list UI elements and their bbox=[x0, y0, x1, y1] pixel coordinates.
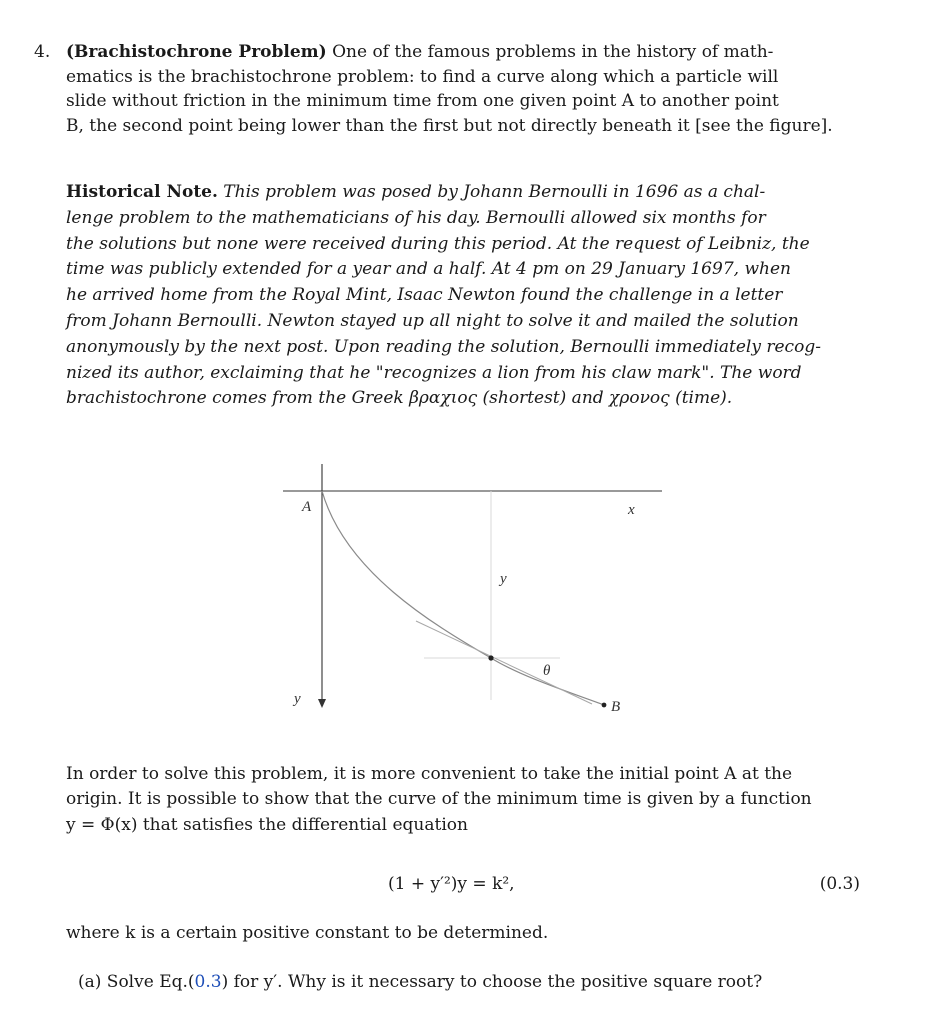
historical-note-label: Historical Note. bbox=[66, 182, 218, 202]
label-theta: θ bbox=[543, 663, 551, 679]
historical-note-line: time was publicly extended for a year and a half. At 4 pm on 29 January 1697, when bbox=[66, 259, 791, 280]
equation-0-3 bbox=[66, 874, 860, 900]
historical-note-line: the solutions but none were received during this period. At the request of Leibniz, the bbox=[66, 233, 810, 254]
historical-note-line: from Johann Bernoulli. Newton stayed up all night to solve it and mailed the solution bbox=[66, 310, 799, 331]
label-y-axis: y bbox=[294, 691, 301, 707]
solution-intro-line: In order to solve this problem, it is more convenient to take the initial point A at the bbox=[66, 764, 793, 784]
problem-number: 4. bbox=[34, 42, 51, 62]
problem-line-3: slide without friction in the minimum time from one given point A to another point bbox=[66, 91, 779, 112]
problem-line-1: One of the famous problems in the history of math- bbox=[326, 42, 774, 62]
where-clause: where k is a certain positive constant to be determined. bbox=[66, 923, 549, 943]
part-a bbox=[78, 970, 860, 995]
part-a-prefix: (a) Solve Eq.( bbox=[78, 972, 195, 992]
solution-intro bbox=[66, 762, 860, 838]
tangent-line bbox=[416, 621, 592, 704]
solution-intro-line: y = Φ(x) that satisfies the differential equation bbox=[66, 814, 468, 835]
historical-note-line: nized its author, exclaiming that he "recognizes a lion from his claw mark". The word bbox=[66, 362, 802, 383]
problem-title: (Brachistochrone Problem) bbox=[66, 42, 327, 62]
equation-reference-link[interactable]: 0.3 bbox=[194, 972, 222, 992]
tangent-point bbox=[488, 655, 493, 660]
point-B-marker bbox=[602, 703, 607, 708]
label-B: B bbox=[611, 699, 621, 715]
historical-note-line: brachistochrone comes from the Greek βραχιος (shortest) and χρονος (time). bbox=[66, 388, 733, 409]
historical-note-line-1: This problem was posed by Johann Bernoulli in 1696 as a chal- bbox=[217, 182, 766, 202]
label-A: A bbox=[302, 499, 312, 515]
equation-body: (1 + y′²)y = k², bbox=[388, 874, 515, 894]
historical-note-line: anonymously by the next post. Upon reading the solution, Bernoulli immediately recog- bbox=[66, 336, 821, 357]
equation-tag: (0.3) bbox=[819, 874, 860, 894]
label-y-mid: y bbox=[500, 571, 507, 587]
y-axis-arrowhead bbox=[318, 699, 326, 708]
problem-line-2: ematics is the brachistochrone problem: to find a curve along which a particle will bbox=[66, 66, 779, 87]
historical-note-line: lenge problem to the mathematicians of his day. Bernoulli allowed six months for bbox=[66, 207, 766, 228]
brachistochrone-curve bbox=[322, 491, 604, 705]
solution-intro-line: origin. It is possible to show that the curve of the minimum time is given by a function bbox=[66, 789, 812, 810]
historical-note-line: he arrived home from the Royal Mint, Isaac Newton found the challenge in a letter bbox=[66, 285, 783, 306]
label-x: x bbox=[628, 502, 635, 518]
part-a-suffix: ) for y′. Why is it necessary to choose the positive square root? bbox=[221, 972, 763, 992]
problem-line-4: B, the second point being lower than the first but not directly beneath it [see the figure]. bbox=[66, 115, 833, 136]
